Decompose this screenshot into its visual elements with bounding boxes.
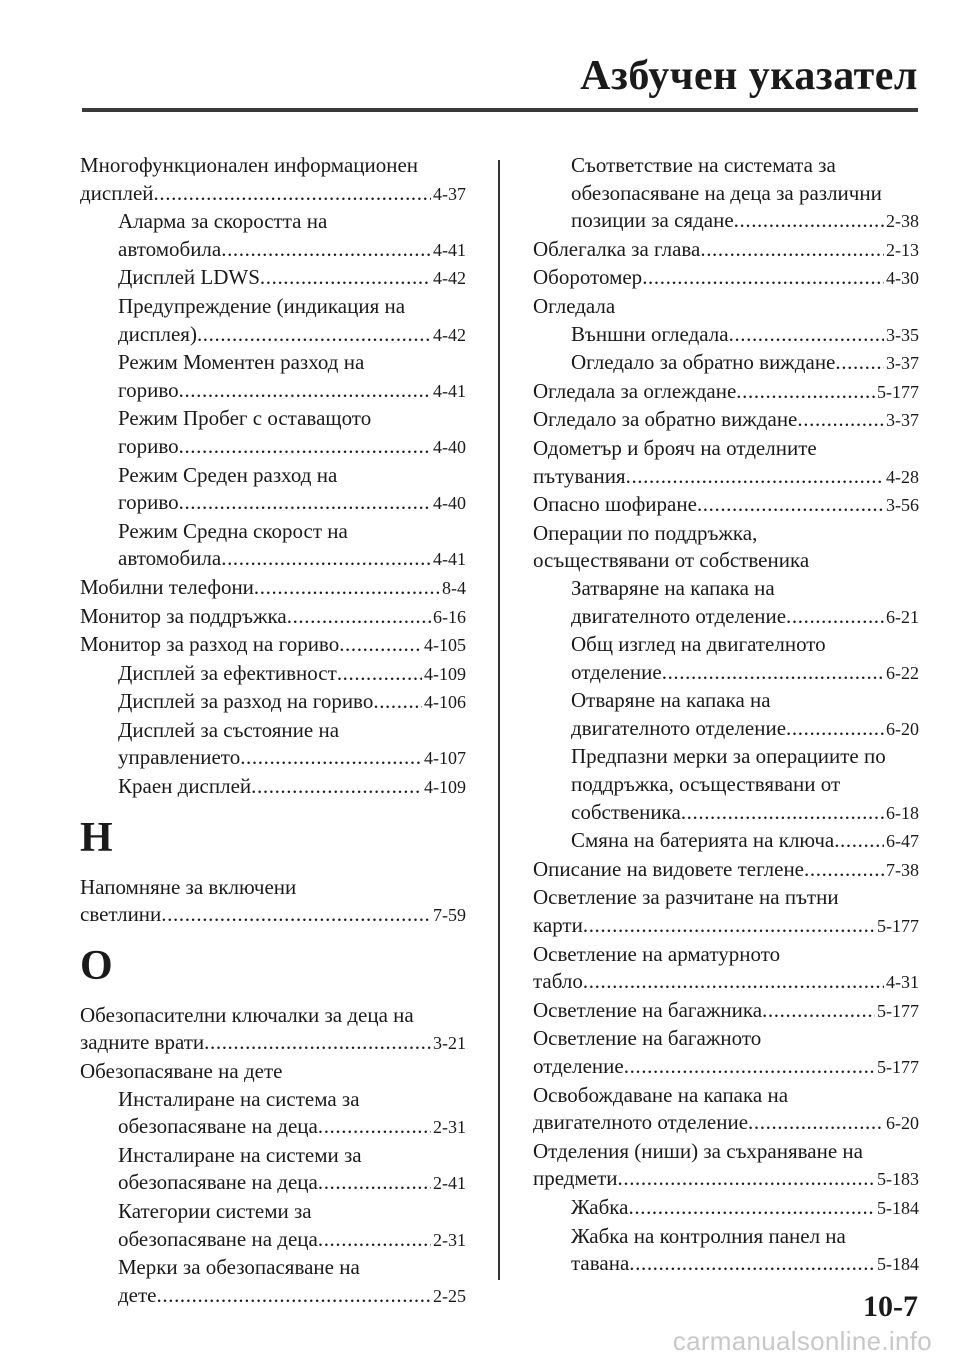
page-ref: 3-21 <box>433 1033 466 1054</box>
page-title: Азбучен указател <box>580 53 918 99</box>
section-letter: О <box>80 942 113 989</box>
index-subentry <box>533 152 919 236</box>
entry-text: позиции за сядане <box>571 208 734 233</box>
entry-text: обезопасяване на деца <box>118 1226 318 1251</box>
index-entry <box>533 997 919 1026</box>
entry-line: Освобождаване на капака на <box>533 1082 789 1107</box>
page-ref: 2-31 <box>433 1117 466 1138</box>
entry-text: дисплея) <box>118 321 197 346</box>
entry-text: отделение <box>533 1054 624 1078</box>
entry-text: Осветление на багажника <box>533 997 763 1022</box>
entry-line <box>571 1194 919 1223</box>
page-ref: 6-20 <box>886 1113 919 1134</box>
entry-text: двигателното отделение <box>571 603 787 628</box>
index-subentry <box>533 687 919 743</box>
page-ref: 4-41 <box>433 239 466 260</box>
entry-text: Монитор за разход на гориво <box>80 632 340 657</box>
index-subentry <box>80 518 466 574</box>
entry-line: Категории системи за <box>118 1199 312 1223</box>
dot-leader <box>629 1194 875 1222</box>
index-subentry <box>533 321 919 350</box>
dot-leader <box>834 827 884 855</box>
index-entry <box>533 1025 919 1081</box>
entry-line: Отваряне на капака на <box>571 688 771 713</box>
index-entry <box>533 1082 919 1138</box>
entry-text: Краен дисплей <box>118 774 252 799</box>
index-subentry <box>80 1198 466 1254</box>
entry-line: Осветление на арматурното <box>533 941 781 966</box>
entry-line: Режим Средна скорост на <box>118 518 348 543</box>
page-ref: 5-177 <box>877 916 919 937</box>
dot-leader <box>624 1053 875 1081</box>
page-ref: 7-38 <box>886 859 919 880</box>
page-ref: 5-183 <box>877 1169 919 1190</box>
index-entry <box>80 574 466 603</box>
dot-leader <box>583 968 884 996</box>
page-ref: 6-18 <box>886 802 919 823</box>
entry-line <box>571 603 919 632</box>
entry-line <box>118 1226 466 1255</box>
entry-text: Външни огледала <box>571 321 729 346</box>
page-ref: 6-16 <box>433 606 466 627</box>
dot-leader <box>337 660 422 688</box>
page-ref: 3-35 <box>886 324 919 345</box>
page-ref: 4-107 <box>424 748 466 769</box>
entry-line <box>533 264 919 293</box>
index-entry <box>533 1138 919 1194</box>
index-entry <box>533 941 919 997</box>
dot-leader <box>700 236 884 264</box>
entry-line <box>80 631 466 660</box>
page-ref: 2-41 <box>433 1173 466 1194</box>
dot-leader <box>681 799 884 827</box>
index-subentry <box>80 1254 466 1310</box>
dot-leader <box>287 603 431 631</box>
page-ref: 8-4 <box>442 577 466 598</box>
entry-line: поддръжка, осъществявани от <box>571 772 841 797</box>
entry-line <box>533 378 919 407</box>
page-ref: 4-40 <box>433 493 466 514</box>
index-entry <box>533 406 919 435</box>
index-subentry <box>80 208 466 264</box>
entry-line <box>118 688 466 717</box>
dot-leader <box>373 688 422 716</box>
entry-line: Аларма за скоростта на <box>118 209 328 234</box>
entry-text: светлини <box>80 902 162 927</box>
index-entry <box>80 1002 466 1058</box>
dot-leader <box>254 574 440 602</box>
entry-line: Мерки за обезопасяване на <box>118 1255 360 1280</box>
entry-line: Операции по поддръжка, <box>533 520 758 545</box>
entry-line <box>80 1029 466 1058</box>
page-ref: 2-31 <box>433 1229 466 1250</box>
entry-text: отделение <box>571 659 662 684</box>
dot-leader <box>835 349 884 377</box>
dot-leader <box>734 207 884 235</box>
entry-line <box>571 827 919 856</box>
page-ref: 4-42 <box>433 324 466 345</box>
dot-leader <box>797 406 884 434</box>
page-ref: 6-22 <box>886 662 919 683</box>
entry-text: табло <box>533 969 583 994</box>
page-ref: 2-25 <box>433 1285 466 1306</box>
entry-line: обезопасяване на деца за различни <box>571 180 882 205</box>
entry-text: Огледало за обратно виждане <box>571 350 836 375</box>
dot-leader <box>786 603 884 631</box>
dot-leader <box>662 659 884 687</box>
entry-text: пътувания <box>533 463 626 488</box>
index-entry <box>80 603 466 632</box>
entry-text: Монитор за поддръжка <box>80 603 287 628</box>
page-ref: 3-56 <box>886 495 919 516</box>
entry-text: обезопасяване на деца <box>118 1170 318 1195</box>
entry-line <box>571 715 919 744</box>
dot-leader <box>339 631 422 659</box>
index-subentry <box>533 349 919 378</box>
page-ref: 3-37 <box>886 353 919 374</box>
index-subentry <box>80 405 466 461</box>
index-entry <box>533 236 919 265</box>
index-entry <box>80 874 466 930</box>
index-subentry <box>80 773 466 802</box>
entry-text: управлението <box>118 745 241 770</box>
entry-line: Одометър и брояч на отделните <box>533 435 817 460</box>
watermark: carmanualsonline.info <box>672 1326 932 1356</box>
page-ref: 4-28 <box>886 466 919 487</box>
entry-line <box>571 207 919 236</box>
section-letter: Н <box>80 814 113 861</box>
entry-text: Огледало за обратно виждане <box>533 407 798 432</box>
entry-text: Мобилни телефони <box>80 574 254 599</box>
entry-text: карти <box>533 913 583 938</box>
entry-line <box>533 997 919 1026</box>
entry-line: Предупреждение (индикация на <box>118 293 406 318</box>
index-subentry <box>80 293 466 349</box>
entry-line: Инсталиране на система за <box>118 1086 360 1111</box>
entry-line: Осветление за разчитане на пътни <box>533 885 839 910</box>
entry-line: Затваряне на капака на <box>571 575 775 600</box>
dot-leader <box>762 997 875 1025</box>
dot-leader <box>157 1282 431 1310</box>
entry-line <box>533 463 919 492</box>
entry-text: Дисплей за ефективност <box>118 660 337 685</box>
entry-line: Многофункционален информационен <box>80 153 419 177</box>
entry-line <box>118 1169 466 1198</box>
entry-line: Обезопасителни ключалки за деца на <box>80 1002 414 1027</box>
page-ref: 5-177 <box>877 381 919 402</box>
entry-line: Режим Среден разход на <box>118 462 338 487</box>
index-subentry <box>80 1086 466 1142</box>
entry-text: Жабка <box>571 1194 629 1219</box>
dot-leader <box>251 773 422 801</box>
dot-leader <box>697 491 884 519</box>
page-ref: 2-38 <box>886 211 919 232</box>
index-subentry <box>80 660 466 689</box>
entry-line <box>533 406 919 435</box>
entry-text: тавана <box>571 1251 630 1276</box>
dot-leader <box>786 715 884 743</box>
dot-leader <box>748 1109 884 1137</box>
entry-text: Дисплей LDWS <box>118 265 260 290</box>
entry-line: Напомняне за включени <box>80 874 297 899</box>
page-ref: 4-37 <box>433 183 466 204</box>
entry-text: автомобила <box>118 546 222 571</box>
entry-line: Съответствие на системата за <box>571 153 836 177</box>
index-subentry <box>80 462 466 518</box>
index-subentry <box>533 1194 919 1223</box>
page-ref: 4-109 <box>424 777 466 798</box>
dot-leader <box>729 321 884 349</box>
index-entry <box>533 293 919 321</box>
entry-text: обезопасяване на деца <box>118 1114 318 1139</box>
page-ref: 4-30 <box>886 268 919 289</box>
entry-line <box>533 1165 919 1194</box>
entry-text: Оборотомер <box>533 265 643 290</box>
page-ref: 3-37 <box>886 410 919 431</box>
entry-line: Предпазни мерки за операциите по <box>571 744 886 769</box>
dot-leader <box>221 236 431 264</box>
entry-line <box>118 236 466 265</box>
entry-text: двигателното отделение <box>533 1110 749 1135</box>
entry-line <box>533 968 919 997</box>
entry-line <box>533 1053 919 1082</box>
entry-text: гориво <box>118 490 179 515</box>
index-entry <box>533 856 919 885</box>
page-ref: 6-47 <box>886 831 919 852</box>
entry-line <box>80 180 466 209</box>
index-subentry <box>80 688 466 717</box>
dot-leader <box>240 744 422 772</box>
entry-line <box>80 603 466 632</box>
index-subentry <box>80 717 466 773</box>
entry-line: осъществявани от собственика <box>533 548 810 573</box>
page-ref: 6-21 <box>886 606 919 627</box>
entry-line <box>571 349 919 378</box>
entry-line <box>118 377 466 406</box>
entry-text: Описание на видовете теглене <box>533 856 805 881</box>
dot-leader <box>221 545 431 573</box>
index-subentry <box>533 1223 919 1279</box>
index-subentry <box>80 1142 466 1198</box>
dot-leader <box>204 1029 431 1057</box>
entry-line <box>118 545 466 574</box>
dot-leader <box>179 377 431 405</box>
dot-leader <box>626 463 884 491</box>
dot-leader <box>318 1226 431 1254</box>
dot-leader <box>260 264 431 292</box>
dot-leader <box>161 901 431 929</box>
entry-line: Режим Моментен разход на <box>118 350 365 375</box>
dot-leader <box>629 1250 875 1278</box>
entry-line <box>118 264 466 293</box>
entry-text: собственика <box>571 799 681 824</box>
page-ref: 4-31 <box>886 972 919 993</box>
entry-line <box>118 1113 466 1142</box>
entry-text: автомобила <box>118 236 222 261</box>
entry-line <box>80 574 466 603</box>
entry-line <box>118 489 466 518</box>
page-ref: 4-41 <box>433 549 466 570</box>
entry-text: Дисплей за разход на гориво <box>118 689 374 714</box>
entry-text: предмети <box>533 1166 618 1191</box>
entry-line <box>571 1250 919 1279</box>
dot-leader <box>154 180 431 208</box>
index-subentry <box>533 631 919 687</box>
entry-line <box>533 236 919 265</box>
index-subentry <box>533 827 919 856</box>
page-ref: 2-13 <box>886 239 919 260</box>
page-ref: 7-59 <box>433 905 466 926</box>
entry-line: Обезопасяване на дете <box>80 1059 283 1084</box>
entry-line <box>571 659 919 688</box>
page-ref: 5-177 <box>877 1000 919 1021</box>
page-ref: 5-177 <box>877 1057 919 1077</box>
entry-text: Облегалка за глава <box>533 236 701 261</box>
dot-leader <box>804 856 884 884</box>
entry-line: Инсталиране на системи за <box>118 1142 362 1167</box>
dot-leader <box>642 264 884 292</box>
dot-leader <box>197 321 431 349</box>
entry-line: Дисплей за състояние на <box>118 717 340 742</box>
entry-line <box>118 660 466 689</box>
entry-line <box>118 1282 466 1311</box>
entry-line: Огледала <box>533 293 616 318</box>
index-entry <box>80 1058 466 1086</box>
entry-line <box>533 912 919 941</box>
entry-text: дисплей <box>80 180 154 205</box>
entry-line <box>118 744 466 773</box>
entry-line: Режим Пробег с оставащото <box>118 406 372 431</box>
header-rule <box>82 108 918 112</box>
right-column <box>533 152 919 1279</box>
entry-line: Общ изглед на двигателното <box>571 632 826 657</box>
page-ref: 4-106 <box>424 692 466 713</box>
entry-line <box>571 799 919 828</box>
dot-leader <box>583 912 875 940</box>
entry-text: Огледала за оглеждане <box>533 378 737 403</box>
entry-text: двигателното отделение <box>571 715 787 740</box>
page-ref: 4-42 <box>433 268 466 289</box>
index-entry <box>533 491 919 520</box>
column-divider <box>498 160 500 1280</box>
dot-leader <box>318 1169 431 1197</box>
entry-text: Смяна на батерията на ключа <box>571 828 835 853</box>
page-ref: 4-109 <box>424 663 466 684</box>
entry-line: Осветление на багажното <box>533 1026 762 1051</box>
index-entry <box>533 884 919 940</box>
page-ref: 4-41 <box>433 380 466 401</box>
entry-line: Жабка на контролния панел на <box>571 1223 846 1248</box>
index-entry <box>80 631 466 660</box>
left-column <box>80 152 466 1310</box>
page-ref: 6-20 <box>886 718 919 739</box>
entry-line <box>80 901 466 930</box>
index-subentry <box>80 264 466 293</box>
entry-text: гориво <box>118 433 179 458</box>
index-entry <box>533 520 919 575</box>
entry-line <box>118 433 466 462</box>
entry-line <box>118 773 466 802</box>
entry-text: Опасно шофиране <box>533 492 697 517</box>
page-ref: 4-105 <box>424 635 466 656</box>
page-ref: 5-184 <box>877 1254 919 1275</box>
dot-leader <box>736 378 875 406</box>
dot-leader <box>318 1113 431 1141</box>
entry-line <box>533 491 919 520</box>
dot-leader <box>179 433 431 461</box>
dot-leader <box>179 489 431 517</box>
entry-line <box>533 1109 919 1138</box>
index-entry <box>533 264 919 293</box>
page-ref: 4-40 <box>433 436 466 457</box>
entry-text: задните врати <box>80 1030 205 1055</box>
entry-text: гориво <box>118 377 179 402</box>
index-subentry <box>533 575 919 631</box>
index-subentry <box>80 349 466 405</box>
page-ref: 5-184 <box>877 1197 919 1218</box>
entry-text: дете <box>118 1282 157 1307</box>
entry-line <box>118 321 466 350</box>
index-entry <box>533 378 919 407</box>
index-entry <box>533 435 919 491</box>
dot-leader <box>618 1165 876 1193</box>
index-entry <box>80 152 466 208</box>
entry-line <box>571 321 919 350</box>
index-subentry <box>533 743 919 827</box>
entry-line: Отделения (ниши) за съхраняване на <box>533 1138 863 1163</box>
entry-line <box>533 856 919 885</box>
page-number: 10-7 <box>863 1290 918 1323</box>
